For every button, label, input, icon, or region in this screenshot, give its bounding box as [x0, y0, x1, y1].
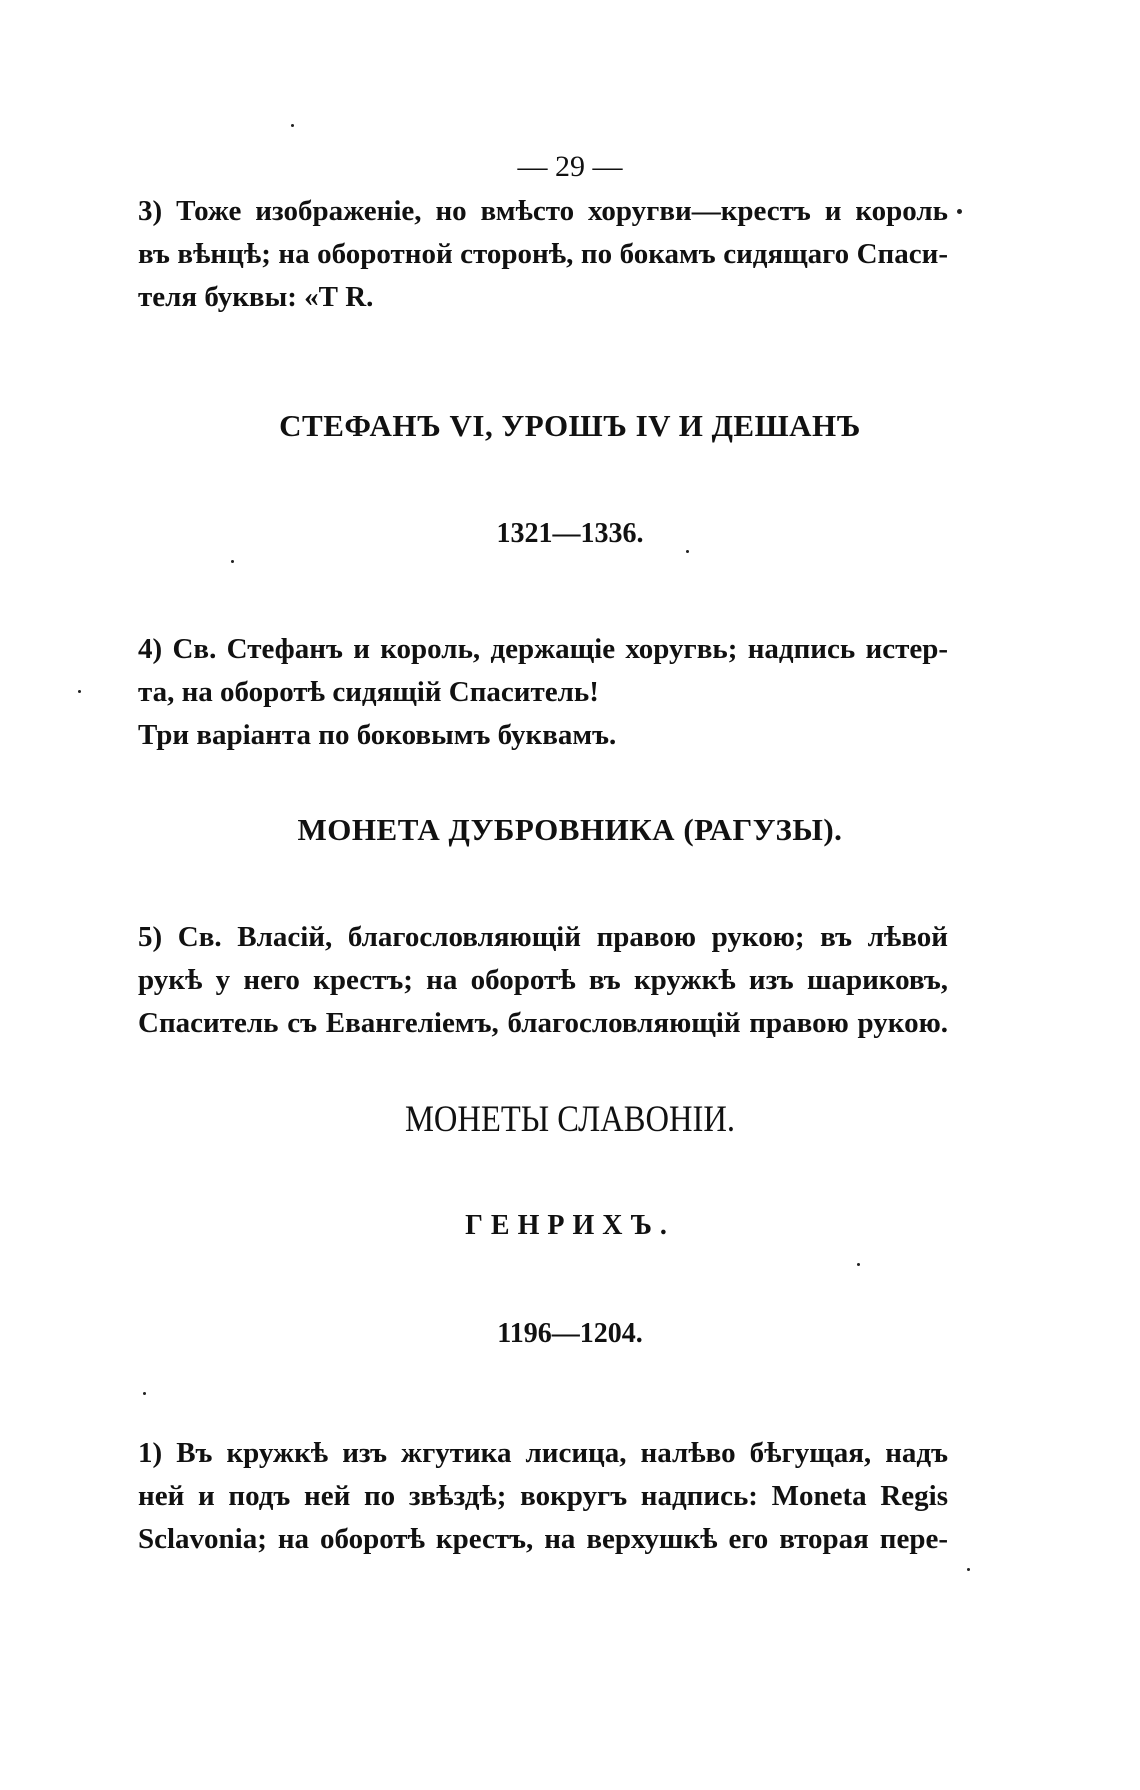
section-heading-stefan: СТЕФАНЪ VI, УРОШЪ IV И ДЕШАНЪ — [279, 408, 861, 443]
paragraph-line: 3) Тоже изображеніе, но вмѣсто хоругви—крестъ и король — [138, 195, 948, 227]
date-range-henrich: 1196—1204. — [497, 1318, 643, 1349]
paragraph-4 — [138, 628, 948, 757]
paragraph-line: ней и подъ ней по звѣздѣ; вокругъ надпись: Moneta Regis — [138, 1480, 948, 1512]
scan-speck — [967, 1568, 970, 1571]
page-number: — 29 — — [517, 150, 623, 183]
date-range-stefan: 1321—1336. — [496, 518, 644, 549]
paragraph-line: 1) Въ кружкѣ изъ жгутика лисица, налѣво бѣгущая, надъ — [138, 1437, 948, 1469]
section-heading-ragusa: МОНЕТА ДУБРОВНИКА (РАГУЗЫ). — [297, 812, 843, 847]
scan-speck — [78, 690, 81, 693]
scan-speck — [231, 560, 234, 563]
paragraph-line: та, на оборотѣ сидящій Спаситель! — [138, 676, 599, 708]
paragraph-line: Спаситель съ Евангеліемъ, благословляющій правою рукою. — [138, 1007, 948, 1039]
scan-speck — [291, 124, 294, 127]
paragraph-line: Три варіанта по боковымъ буквамъ. — [138, 719, 617, 751]
paragraph-3 — [138, 190, 948, 319]
section-heading-slavonia: МОНЕТЫ СЛАВОНІИ. — [404, 1099, 736, 1140]
section-heading-henrich: ГЕНРИХЪ. — [465, 1210, 675, 1241]
paragraph-line: 4) Св. Стефанъ и король, держащіе хоругвь; надпись истер- — [138, 633, 948, 665]
paragraph-line: 5) Св. Власій, благословляющій правою рукою; въ лѣвой — [138, 921, 948, 953]
paragraph-line: рукѣ у него крестъ; на оборотѣ въ кружкѣ изъ шариковъ, — [138, 964, 948, 996]
scan-speck — [957, 209, 962, 214]
paragraph-5 — [138, 916, 948, 1045]
scan-speck — [686, 550, 689, 553]
paragraph-1 — [138, 1432, 948, 1561]
paragraph-line: Sclavonia; на оборотѣ крестъ, на верхушкѣ его вторая пере- — [138, 1523, 948, 1555]
paragraph-line: въ вѣнцѣ; на оборотной сторонѣ, по бокамъ сидящаго Спаси- — [138, 238, 948, 270]
scan-speck — [857, 1263, 860, 1266]
paragraph-line: теля буквы: «Т R. — [138, 281, 374, 313]
scan-speck — [143, 1392, 146, 1395]
